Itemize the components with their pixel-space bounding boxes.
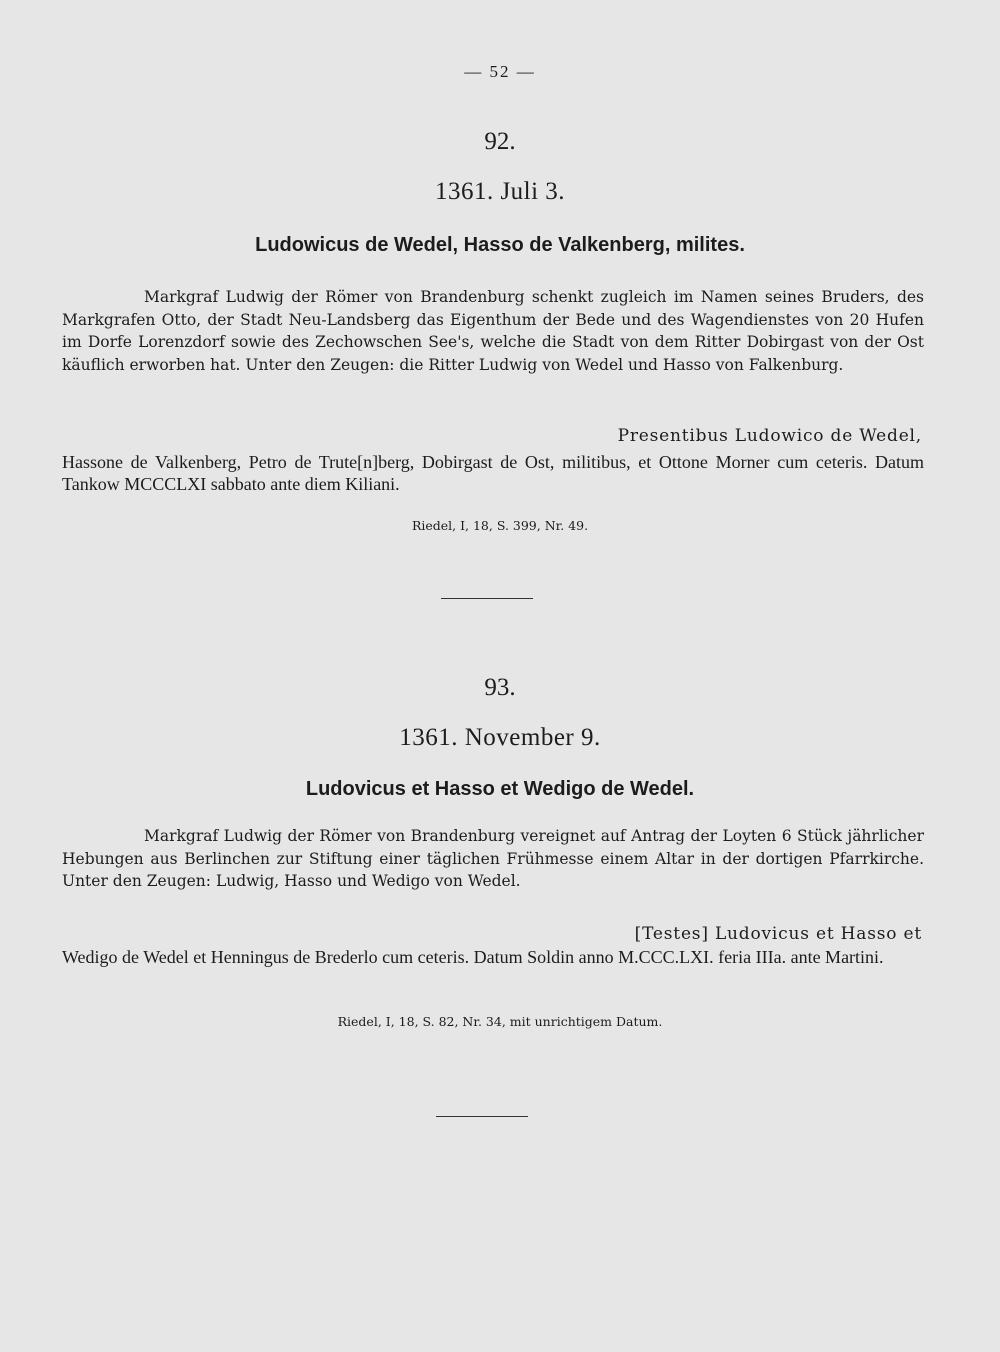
entry-heading: Ludowicus de Wedel, Hasso de Valkenberg, milites. <box>255 234 745 256</box>
section-divider <box>441 598 533 599</box>
entry-number: 92. <box>484 128 516 155</box>
entry-date: 1361. Juli 3. <box>434 178 566 205</box>
entry-summary-text: Markgraf Ludwig der Römer von Brandenburg vereignet auf Antrag der Loyten 6 Stück jährlicher Hebungen aus Berlinchen zur Stiftung einer täglichen Frühmesse einem Altar in der dortigen Pfarrkirche. Unter den Zeugen: Ludwig, Hasso und Wedigo von Wedel. <box>62 827 924 890</box>
latin-text-first-line: [Testes] Ludovicus et Hasso et <box>634 924 922 944</box>
entry-summary <box>62 286 924 376</box>
section-divider <box>436 1116 528 1117</box>
source-citation: Riedel, I, 18, S. 399, Nr. 49. <box>411 518 589 533</box>
latin-text-first-line: Presentibus Ludowico de Wedel, <box>617 426 922 446</box>
source-citation: Riedel, I, 18, S. 82, Nr. 34, mit unrichtigem Datum. <box>337 1014 663 1029</box>
entry-summary <box>62 825 924 893</box>
entry-date: 1361. November 9. <box>399 724 601 751</box>
entry-heading: Ludovicus et Hasso et Wedigo de Wedel. <box>305 778 695 800</box>
page-number: — 52 — <box>464 62 536 81</box>
entry-summary-text: Markgraf Ludwig der Römer von Brandenburg schenkt zugleich im Namen seines Bruders, des Markgrafen Otto, der Stadt Neu-Landsberg das Eigenthum der Bede und des Wagendienstes von 20 Hufen im Dorfe Lorenzdorf sowie des Zechowschen See's, welche die Stadt von dem Ritter Dobirgast von der Ost käuflich erworben hat. Unter den Zeugen: die Ritter Ludwig von Wedel und Hasso von Falkenburg. <box>62 288 924 374</box>
latin-text: Wedigo de Wedel et Henningus de Brederlo cum ceteris. Datum Soldin anno M.CCC.LXI. feria IIIa. ante Martini. <box>62 947 884 967</box>
entry-number: 93. <box>484 674 516 701</box>
latin-text: Hassone de Valkenberg, Petro de Trute[n]berg, Dobirgast de Ost, militibus, et Ottone Morner cum ceteris. Datum Tankow MCCCLXI sabbato ante diem Kiliani. <box>62 452 924 494</box>
